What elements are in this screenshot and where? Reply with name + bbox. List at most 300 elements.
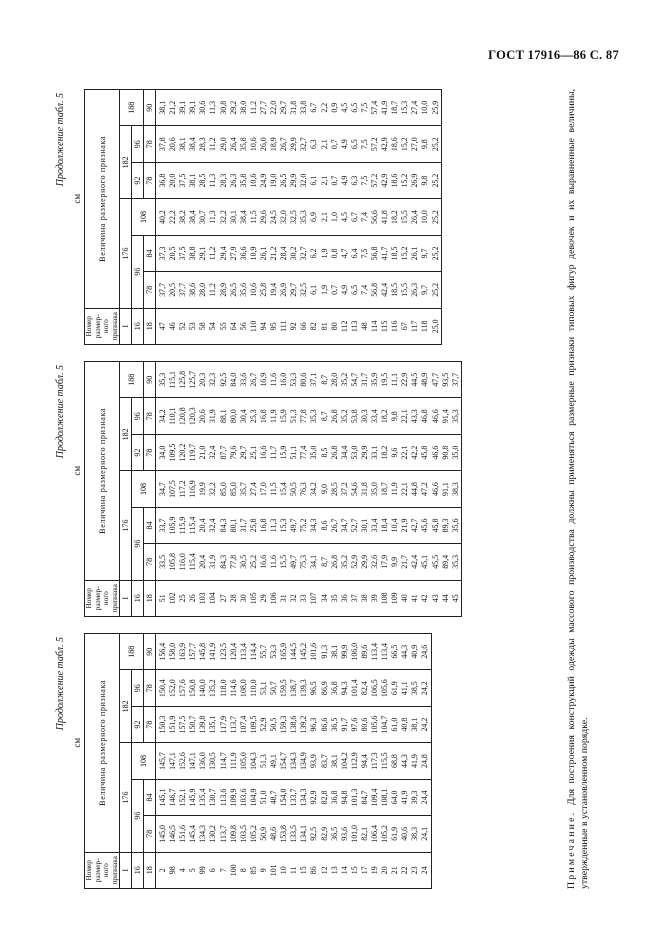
value-cell: 30,7	[198, 199, 208, 235]
value-cell: 42,9	[380, 162, 390, 198]
feature-number-cell: 98	[168, 852, 178, 888]
feature-number-cell: 55	[219, 308, 229, 344]
value-cell: 118,0	[219, 670, 229, 706]
value-cell: 27,7	[259, 90, 269, 126]
value-cell: 109,5	[168, 434, 178, 470]
value-cell: 37,7	[156, 272, 169, 308]
table-row	[249, 634, 259, 889]
value-cell: 8,6	[320, 507, 330, 543]
value-cell: 32,5	[289, 199, 299, 235]
value-cell: 28,3	[198, 126, 208, 162]
value-cell: 145,8	[198, 634, 208, 670]
value-cell: 34,1	[309, 544, 319, 580]
value-cell: 11,2	[249, 90, 259, 126]
value-cell: 26,9	[279, 272, 289, 308]
data-table	[70, 361, 462, 617]
footnote-label: Примечание.	[566, 810, 577, 889]
value-cell: 36,8	[156, 162, 169, 198]
value-cell: 9,7	[420, 272, 430, 308]
value-cell: 49,7	[289, 544, 299, 580]
footnote	[566, 89, 626, 889]
value-cell: 24,1	[420, 816, 431, 852]
value-cell: 89,4	[441, 544, 451, 580]
value-cell: 54,6	[350, 471, 360, 507]
feature-number-cell: 52	[178, 308, 188, 344]
value-cell: 145,0	[156, 816, 169, 852]
feature-number-cell: 103	[198, 580, 208, 616]
head-cell: 108	[132, 199, 156, 235]
value-cell: 139,8	[198, 706, 208, 742]
value-cell: 159,3	[279, 706, 289, 742]
value-cell: 26,8	[330, 544, 340, 580]
feature-number-cell: 110	[249, 308, 259, 344]
value-cell: 55,7	[259, 634, 269, 670]
value-cell: 90,8	[441, 434, 451, 470]
value-cell: 49,7	[289, 507, 299, 543]
value-cell: 6,2	[309, 235, 319, 271]
value-cell: 18,7	[380, 471, 390, 507]
value-cell: 30,5	[239, 544, 249, 580]
head-cell: 188	[120, 634, 144, 670]
table-row	[239, 90, 249, 345]
table-row	[156, 362, 169, 617]
table-row	[229, 634, 239, 889]
feature-number-cell: 29	[259, 580, 269, 616]
value-cell: 39,1	[178, 90, 188, 126]
value-cell: 8,5	[320, 434, 330, 470]
value-cell: 16,6	[259, 434, 269, 470]
value-cell: 82,9	[320, 816, 330, 852]
table-row	[330, 90, 340, 345]
value-cell: 35,3	[299, 199, 309, 235]
value-cell: 36,5	[330, 816, 340, 852]
value-cell: 93,6	[340, 816, 350, 852]
value-cell: 42,2	[410, 434, 420, 470]
table-row	[350, 634, 360, 889]
table-row	[178, 90, 188, 345]
value-cell: 51,1	[289, 434, 299, 470]
head-cell: 182	[120, 398, 132, 471]
value-cell: 47,2	[420, 471, 430, 507]
table-row	[156, 634, 169, 889]
feature-number-cell: 26	[188, 580, 198, 616]
value-cell: 33,4	[370, 398, 380, 434]
table-row	[208, 90, 218, 345]
feature-number-cell: 66	[299, 308, 309, 344]
value-cell: 52,9	[350, 544, 360, 580]
value-cell: 150,8	[188, 670, 198, 706]
value-cell: 33,5	[156, 544, 169, 580]
feature-number-cell: 67	[400, 308, 410, 344]
continuation-label: Продолжение табл. 5	[55, 637, 66, 731]
value-cell: 120,2	[178, 434, 188, 470]
value-cell: 25,1	[249, 434, 259, 470]
value-cell: 38,6	[188, 272, 198, 308]
feature-number-cell: 8	[239, 852, 249, 888]
value-cell: 25,9	[431, 90, 442, 126]
table-row	[410, 634, 420, 889]
value-cell: 19,5	[380, 362, 390, 398]
value-cell: 20,3	[198, 362, 208, 398]
value-cell: 11,3	[208, 162, 218, 198]
data-table	[70, 89, 442, 345]
feature-number-cell: 54	[208, 308, 218, 344]
title-row	[85, 634, 120, 889]
value-cell: 51,3	[289, 398, 299, 434]
head-cell: 78	[144, 434, 156, 470]
value-cell: 27,9	[229, 235, 239, 271]
value-cell: 30,1	[360, 507, 370, 543]
value-cell: 47,7	[431, 362, 441, 398]
value-cell: 91,3	[320, 634, 330, 670]
unit-spacer	[70, 852, 85, 888]
value-cell: 35,0	[451, 434, 462, 470]
table-row	[350, 362, 360, 617]
value-cell: 163,9	[178, 634, 188, 670]
column-title-number: Номер размер-ного признака	[85, 580, 120, 616]
value-cell: 82,8	[320, 779, 330, 815]
value-cell: 38,0	[239, 90, 249, 126]
value-cell: 30,4	[239, 398, 249, 434]
value-cell: 6,4	[350, 235, 360, 271]
unit-label: см	[71, 737, 82, 748]
table-body	[156, 362, 462, 617]
value-cell: 34,4	[340, 434, 350, 470]
table-row	[420, 634, 431, 889]
value-cell: 42,9	[380, 126, 390, 162]
value-cell: 15,3	[400, 90, 410, 126]
value-cell: 38,1	[410, 706, 420, 742]
value-cell: 2,1	[320, 199, 330, 235]
value-cell: 159,5	[279, 670, 289, 706]
value-cell: 35,8	[239, 162, 249, 198]
value-cell: 10,6	[249, 162, 259, 198]
value-cell: 11,3	[269, 507, 279, 543]
table-row	[249, 90, 259, 345]
table-head	[70, 362, 156, 617]
value-cell: 25,2	[431, 235, 442, 271]
value-cell: 106,0	[350, 634, 360, 670]
value-cell: 35,6	[451, 507, 462, 543]
value-cell: 94,8	[340, 779, 350, 815]
value-cell: 29,9	[360, 434, 370, 470]
value-cell: 91,7	[340, 706, 350, 742]
value-cell: 145,9	[188, 779, 198, 815]
value-cell: 15,5	[400, 272, 410, 308]
value-cell: 36,6	[239, 235, 249, 271]
value-cell: 134,9	[299, 743, 309, 779]
value-cell: 77,8	[299, 398, 309, 434]
value-cell: 24,2	[420, 670, 431, 706]
value-cell: 48,7	[269, 779, 279, 815]
value-cell: 6,1	[309, 272, 319, 308]
feature-number-cell: 4	[178, 852, 188, 888]
table-row	[420, 90, 430, 345]
value-cell: 151,6	[178, 816, 188, 852]
value-cell: 21,2	[269, 235, 279, 271]
table-row	[188, 362, 198, 617]
value-cell: 56,6	[370, 199, 380, 235]
value-cell: 105,6	[380, 670, 390, 706]
value-cell: 20,5	[168, 235, 178, 271]
value-cell: 77,8	[229, 544, 239, 580]
value-cell: 53,0	[350, 434, 360, 470]
value-cell: 26,0	[259, 126, 269, 162]
value-cell: 33,8	[299, 90, 309, 126]
feature-number-cell: 30	[239, 580, 249, 616]
feature-number-cell: 21	[390, 852, 400, 888]
feature-number-cell: 107	[309, 580, 319, 616]
value-cell: 41,9	[380, 90, 390, 126]
feature-number-cell: 56	[239, 308, 249, 344]
value-cell: 130,5	[208, 743, 218, 779]
feature-number-cell: 19	[370, 852, 380, 888]
value-cell: 35,3	[156, 362, 169, 398]
value-cell: 37,8	[156, 126, 169, 162]
feature-number-cell: 20	[380, 852, 390, 888]
unit-label: см	[71, 465, 82, 476]
value-cell: 32,4	[208, 507, 218, 543]
value-cell: 31,9	[208, 544, 218, 580]
value-cell: 37,7	[451, 362, 462, 398]
value-cell: 57,2	[370, 162, 380, 198]
value-cell: 11,3	[208, 199, 218, 235]
head-cell: I	[120, 308, 132, 344]
feature-number-cell: 82	[309, 308, 319, 344]
table-row	[239, 634, 249, 889]
value-cell: 29,6	[259, 199, 269, 235]
value-cell: 79,6	[229, 434, 239, 470]
table-row	[198, 362, 208, 617]
table-body	[156, 634, 432, 889]
table-row	[330, 362, 340, 617]
table-row	[219, 362, 229, 617]
value-cell: 0,9	[330, 90, 340, 126]
value-cell: 103,5	[239, 816, 249, 852]
value-cell: 39,3	[410, 779, 420, 815]
head-cell: 92	[132, 434, 144, 470]
value-cell: 88,1	[219, 398, 229, 434]
value-cell: 105,2	[380, 816, 390, 852]
value-cell: 15,2	[400, 126, 410, 162]
value-cell: 41,1	[400, 670, 410, 706]
value-cell: 94,4	[360, 743, 370, 779]
table-row	[156, 90, 169, 345]
value-cell: 18,9	[269, 126, 279, 162]
value-cell: 38,1	[188, 162, 198, 198]
value-cell: 9,0	[320, 471, 330, 507]
value-cell: 134,3	[299, 779, 309, 815]
table-row	[279, 634, 289, 889]
table-row	[208, 362, 218, 617]
feature-number-cell: 7	[219, 852, 229, 888]
value-cell: 25,2	[249, 544, 259, 580]
value-cell: 28,0	[198, 272, 208, 308]
value-cell: 16,8	[259, 398, 269, 434]
unit-row	[70, 362, 85, 617]
value-cell: 38,2	[178, 199, 188, 235]
value-cell: 1,9	[320, 272, 330, 308]
value-cell: 24,9	[259, 162, 269, 198]
head-cell: 108	[132, 471, 156, 507]
value-cell: 151,9	[168, 706, 178, 742]
value-cell: 41,9	[410, 743, 420, 779]
value-cell: 29,4	[219, 235, 229, 271]
table-row	[380, 634, 390, 889]
feature-number-cell: 116	[390, 308, 400, 344]
value-cell: 109,8	[229, 816, 239, 852]
head-cell: 78	[144, 272, 156, 308]
value-cell: 10,0	[420, 90, 430, 126]
value-cell: 7,4	[360, 272, 370, 308]
value-cell: 35,2	[340, 398, 350, 434]
value-cell: 84,3	[219, 507, 229, 543]
value-cell: 76,3	[299, 471, 309, 507]
table-head	[70, 90, 156, 345]
value-cell: 24,2	[420, 706, 431, 742]
value-cell: 16,6	[259, 544, 269, 580]
value-cell: 25,2	[431, 272, 442, 308]
value-cell: 29,0	[219, 126, 229, 162]
value-cell: 116,9	[188, 471, 198, 507]
value-cell: 34,2	[156, 398, 169, 434]
value-cell: 10,4	[390, 507, 400, 543]
table-row	[289, 634, 299, 889]
header-row-height	[120, 362, 132, 617]
value-cell: 16,8	[259, 507, 269, 543]
value-cell: 4,9	[340, 272, 350, 308]
value-cell: 26,3	[229, 162, 239, 198]
value-cell: 145,2	[299, 634, 309, 670]
feature-number-cell: 41	[410, 580, 420, 616]
feature-number-cell: 105	[249, 580, 259, 616]
value-cell: 19,0	[269, 162, 279, 198]
value-cell: 15,5	[279, 544, 289, 580]
value-cell: 154,0	[279, 779, 289, 815]
value-cell: 115,1	[168, 362, 178, 398]
value-cell: 53,3	[269, 634, 279, 670]
head-cell: 188	[120, 90, 144, 126]
value-cell: 42,4	[410, 544, 420, 580]
table-row	[400, 634, 410, 889]
value-cell: 10,6	[249, 272, 259, 308]
head-cell: 96	[132, 235, 144, 308]
value-cell: 115,9	[178, 507, 188, 543]
feature-number-cell: 11	[289, 852, 299, 888]
table-row	[320, 362, 330, 617]
value-cell: 30,6	[198, 90, 208, 126]
value-cell: 38,1	[330, 743, 340, 779]
value-cell: 113,4	[239, 634, 249, 670]
value-cell: 11,2	[208, 272, 218, 308]
value-cell: 21,0	[198, 434, 208, 470]
value-cell: 24,6	[420, 634, 431, 670]
table-row	[279, 362, 289, 617]
value-cell: 9,7	[420, 235, 430, 271]
value-cell: 113,6	[219, 779, 229, 815]
value-cell: 153,8	[279, 816, 289, 852]
table-row	[269, 634, 279, 889]
value-cell: 15,2	[400, 162, 410, 198]
table-body	[156, 90, 442, 345]
value-cell: 125,7	[188, 362, 198, 398]
value-cell: 109,4	[370, 779, 380, 815]
value-cell: 101,0	[350, 816, 360, 852]
head-cell: 96	[132, 779, 144, 852]
value-cell: 10,9	[249, 235, 259, 271]
feature-number-cell: 100	[229, 852, 239, 888]
value-cell: 110,1	[168, 398, 178, 434]
value-cell: 15,3	[279, 507, 289, 543]
head-cell: 188	[120, 362, 144, 398]
feature-number-cell: 33	[299, 580, 309, 616]
value-cell: 26,7	[249, 362, 259, 398]
value-cell: 46,6	[431, 398, 441, 434]
table-row	[229, 90, 239, 345]
value-cell: 150,7	[188, 706, 198, 742]
value-cell: 24,4	[420, 779, 431, 815]
value-cell: 7,5	[360, 126, 370, 162]
feature-number-cell: 45	[451, 580, 462, 616]
value-cell: 147,1	[188, 743, 198, 779]
table-row	[198, 90, 208, 345]
value-cell: 33,4	[370, 507, 380, 543]
value-cell: 32,3	[208, 362, 218, 398]
feature-number-cell: 6	[208, 852, 218, 888]
value-cell: 22,2	[168, 199, 178, 235]
head-cell: 78	[144, 816, 156, 852]
value-cell: 141,9	[208, 634, 218, 670]
value-cell: 28,0	[330, 362, 340, 398]
value-cell: 35,6	[239, 272, 249, 308]
table-row	[299, 90, 309, 345]
value-cell: 165,9	[279, 634, 289, 670]
table-row	[279, 90, 289, 345]
feature-number-cell: 112	[340, 308, 350, 344]
continuation-label: Продолжение табл. 5	[55, 93, 66, 187]
value-cell: 75,3	[299, 544, 309, 580]
feature-number-cell: 85	[249, 852, 259, 888]
value-cell: 38,3	[451, 471, 462, 507]
value-cell: 32,6	[370, 544, 380, 580]
value-cell: 84,3	[219, 544, 229, 580]
table-row	[239, 362, 249, 617]
value-cell: 15,4	[279, 471, 289, 507]
value-cell: 8,7	[320, 398, 330, 434]
unit-row	[70, 90, 85, 345]
table-row	[350, 90, 360, 345]
value-cell: 20,6	[198, 398, 208, 434]
value-cell: 0,8	[330, 235, 340, 271]
value-cell: 1,0	[330, 199, 340, 235]
head-cell: 96	[132, 398, 144, 434]
table-row	[390, 634, 400, 889]
head-cell: I	[120, 852, 132, 888]
value-cell: 41,9	[400, 779, 410, 815]
value-cell: 26,9	[410, 162, 420, 198]
value-cell: 0,7	[330, 162, 340, 198]
value-cell: 18,6	[390, 162, 400, 198]
value-cell: 9,8	[420, 126, 430, 162]
value-cell: 32,7	[299, 126, 309, 162]
value-cell: 115,4	[188, 507, 198, 543]
value-cell: 50,7	[269, 670, 279, 706]
value-cell: 75,2	[299, 507, 309, 543]
value-cell: 15,2	[400, 235, 410, 271]
value-cell: 9,6	[390, 434, 400, 470]
value-cell: 53,3	[289, 362, 299, 398]
feature-number-cell: 47	[156, 308, 169, 344]
